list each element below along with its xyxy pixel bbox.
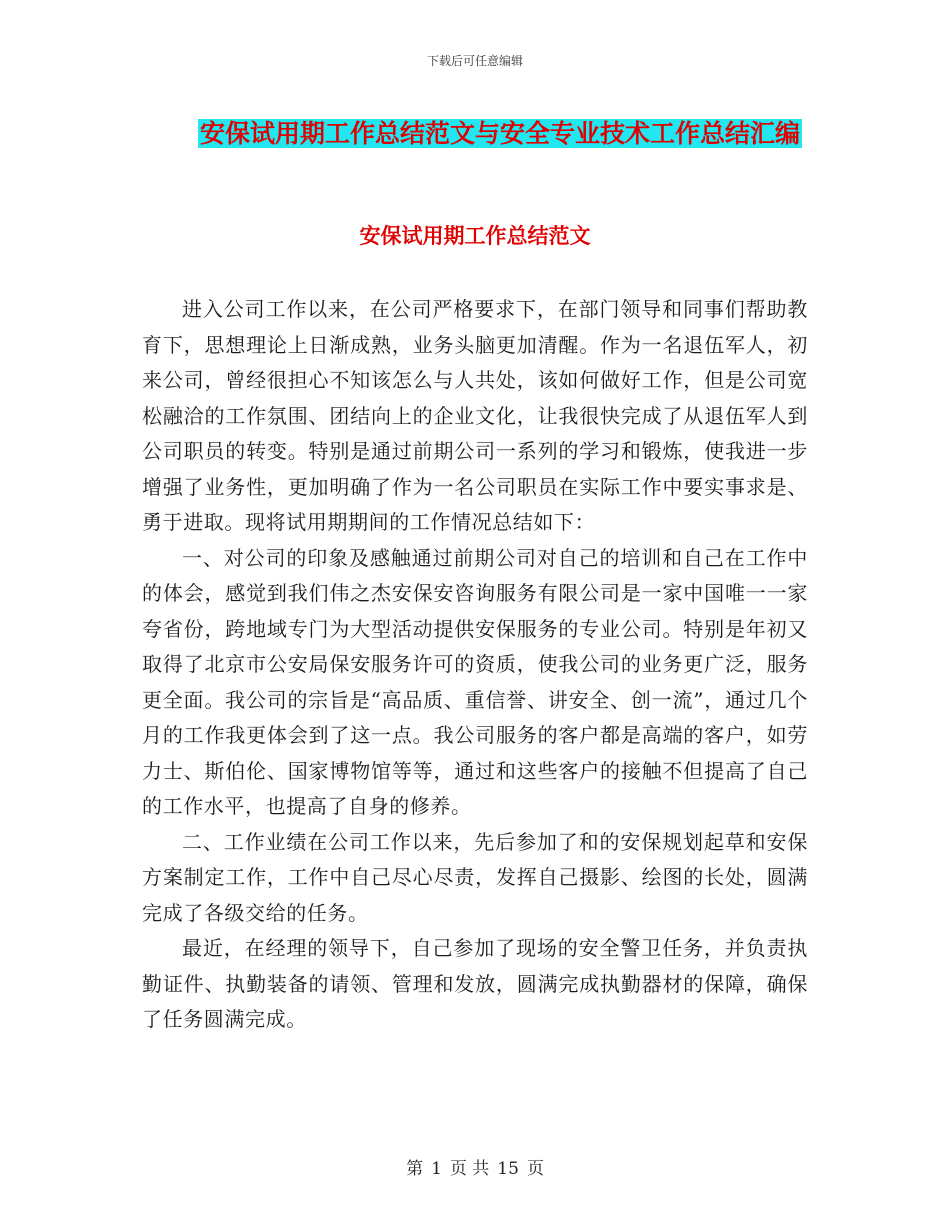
document-body xyxy=(142,292,808,1038)
footer-suffix: 页 xyxy=(526,1159,544,1179)
paragraph-intro: 进入公司工作以来，在公司严格要求下，在部门领导和同事们帮助教育下，思想理论上日渐成熟，业务头脑更加清醒。作为一名退伍军人，初来公司，曾经很担心不知该怎么与人共处，该如何做好工作，但是公司宽松融洽的工作氛围、团结向上的企业文化，让我很快完成了从退伍军人到公司职员的转变。特别是通过前期公司一系列的学习和锻炼，使我进一步增强了业务性，更加明确了作为一名公司职员在实际工作中要实事求是、勇于进取。现将试用期期间的工作情况总结如下： xyxy=(142,297,808,534)
section-title: 安保试用期工作总结范文 xyxy=(359,224,591,248)
footer-total-pages: 15 xyxy=(497,1159,519,1179)
page-footer xyxy=(0,1154,950,1179)
document-title-text: 安保试用期工作总结范文与安全专业技术工作总结汇编 xyxy=(199,119,800,148)
paragraph-impression: 一、对公司的印象及感触通过前期公司对自己的培训和自己在工作中的体会，感觉到我们伟之杰安保安咨询服务有限公司是一家中国唯一一家夸省份，跨地域专门为大型活动提供安保服务的专业公司。特别是年初又取得了北京市公安局保安服务许可的资质，使我公司的业务更广泛，服务更全面。我公司的宗旨是“高品质、重信誉、讲安全、创一流”，通过几个月的工作我更体会到了这一点。我公司服务的客户都是高端的客户，如劳力士、斯伯伦、国家博物馆等等，通过和这些客户的接触不但提高了自己的工作水平，也提高了自身的修养。 xyxy=(142,545,808,818)
page-header-note: 下载后可任意编辑 xyxy=(426,54,523,68)
footer-prefix: 第 xyxy=(406,1159,424,1179)
paragraph-recent-task: 最近，在经理的领导下，自己参加了现场的安全警卫任务，并负责执勤证件、执勤装备的请领、管理和发放，圆满完成执勤器材的保障，确保了任务圆满完成。 xyxy=(142,936,808,1031)
footer-page-number: 1 xyxy=(431,1159,442,1179)
paragraph-achievements: 二、工作业绩在公司工作以来，先后参加了和的安保规划起草和安保方案制定工作，工作中自己尽心尽责，发挥自己摄影、绘图的长处，圆满完成了各级交给的任务。 xyxy=(142,829,808,925)
document-title xyxy=(190,112,810,156)
footer-middle: 页 共 xyxy=(449,1159,490,1179)
